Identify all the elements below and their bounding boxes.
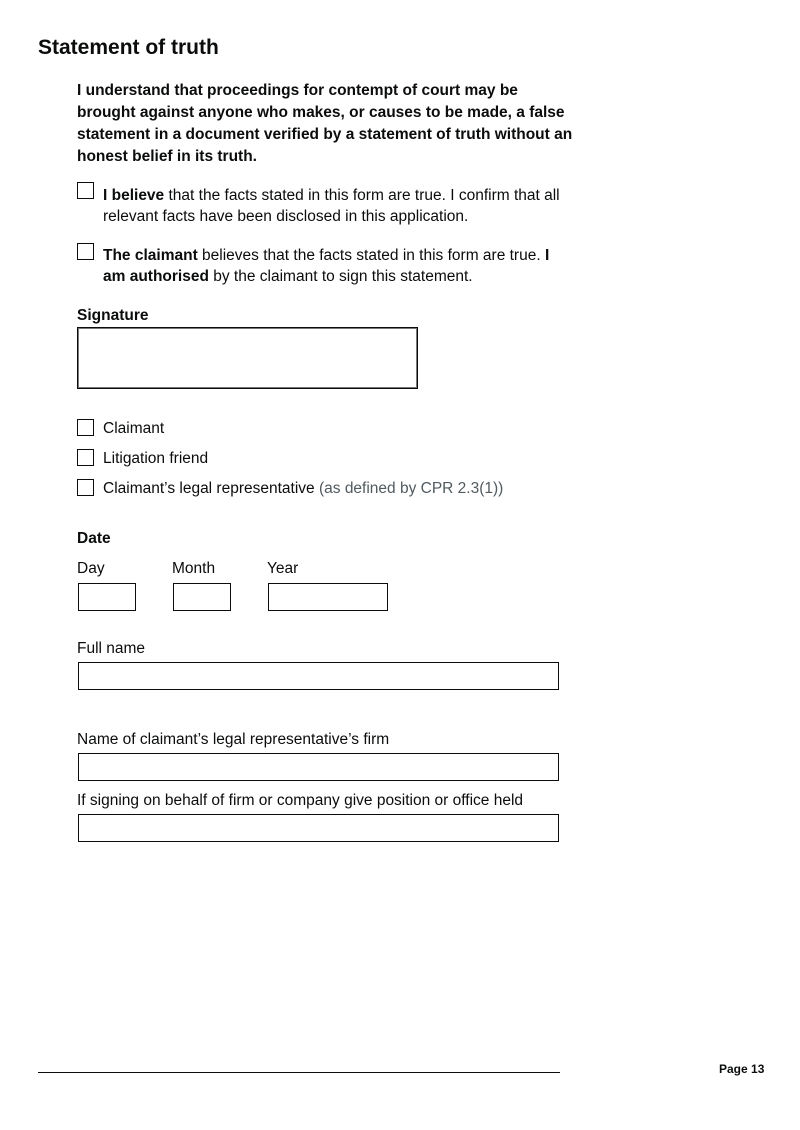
year-label: Year xyxy=(267,560,299,577)
month-label: Month xyxy=(172,560,216,577)
claimant-believes-statement xyxy=(103,245,563,287)
claimant-bold: The claimant xyxy=(103,247,198,264)
month-input[interactable] xyxy=(173,583,231,611)
cpr-note: (as defined by CPR 2.3(1)) xyxy=(314,480,504,497)
firm-name-input[interactable] xyxy=(78,753,559,781)
i-believe-statement xyxy=(103,185,563,227)
page-number: Page 13 xyxy=(719,1062,765,1076)
page-title: Statement of truth xyxy=(38,36,219,59)
contempt-warning-text: I understand that proceedings for contempt of court may be brought against anyone who makes, or causes to be made, a false statement in a document verified by a statement of truth without an honest belief in its truth. xyxy=(77,82,573,165)
legal-representative-option xyxy=(103,479,503,499)
legal-representative-checkbox[interactable] xyxy=(77,479,94,496)
litigation-friend-checkbox[interactable] xyxy=(77,449,94,466)
claimant-mid: believes that the facts stated in this form are true. xyxy=(197,247,545,264)
signature-box[interactable] xyxy=(77,327,418,389)
legal-representative-option-label: Claimant’s legal representative xyxy=(103,480,315,497)
signature-label: Signature xyxy=(77,307,149,324)
claimant-checkbox[interactable] xyxy=(77,419,94,436)
position-label: If signing on behalf of firm or company give position or office held xyxy=(77,792,524,809)
claimant-option-label: Claimant xyxy=(103,420,165,437)
full-name-input[interactable] xyxy=(78,662,559,690)
position-input[interactable] xyxy=(78,814,559,842)
footer-rule xyxy=(38,1072,560,1073)
litigation-friend-option-label: Litigation friend xyxy=(103,450,209,467)
authorised-bold: I am authorised xyxy=(103,247,550,285)
date-label: Date xyxy=(77,530,111,547)
day-label: Day xyxy=(77,560,105,577)
year-input[interactable] xyxy=(268,583,388,611)
i-believe-bold: I believe xyxy=(103,187,165,204)
i-believe-rest: that the facts stated in this form are true. I confirm that all relevant facts have been disclosed in this application. xyxy=(103,187,560,225)
claimant-rest: by the claimant to sign this statement. xyxy=(208,268,473,285)
firm-name-label: Name of claimant’s legal representative’s firm xyxy=(77,731,390,748)
full-name-label: Full name xyxy=(77,640,146,657)
day-input[interactable] xyxy=(78,583,136,611)
i-believe-checkbox[interactable] xyxy=(77,182,94,199)
claimant-believes-checkbox[interactable] xyxy=(77,243,94,260)
